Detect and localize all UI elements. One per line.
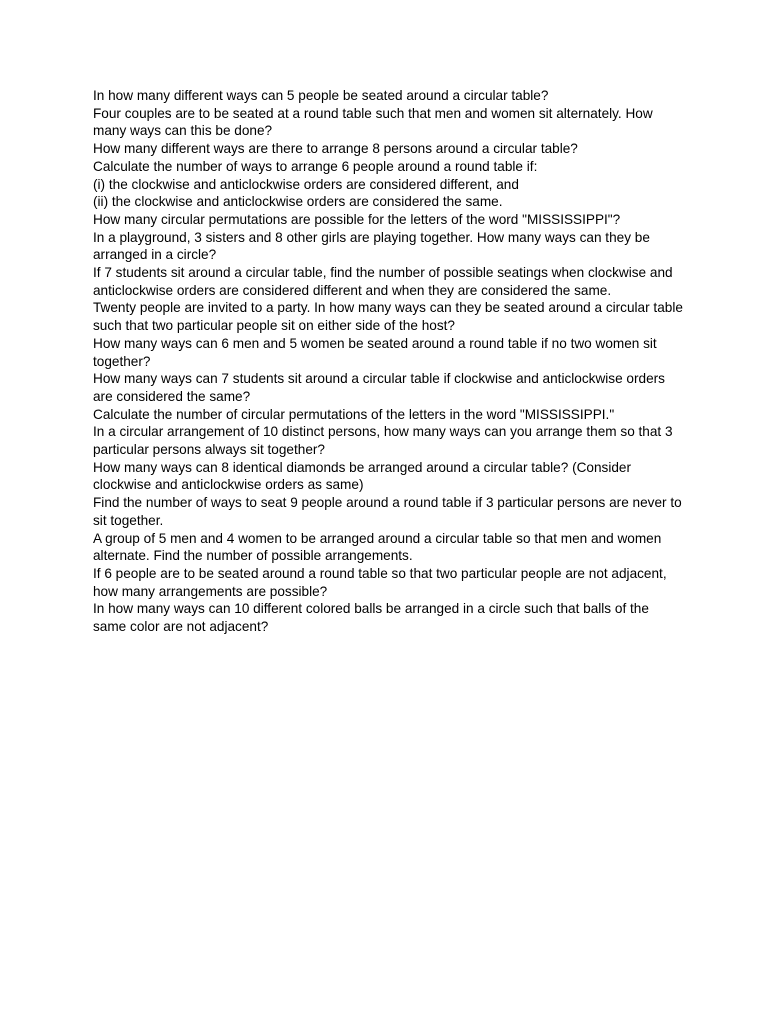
question-line: How many ways can 6 men and 5 women be seated around a round table if no two women sit together?	[93, 335, 657, 369]
question-line: Four couples are to be seated at a round table such that men and women sit alternately. How many ways can this be done?	[93, 105, 653, 139]
question-line: In how many ways can 10 different colored balls be arranged in a circle such that balls of the same color are not adjacent?	[93, 601, 649, 635]
question-line: (ii) the clockwise and anticlockwise orders are considered the same.	[93, 194, 503, 210]
question-line: How many different ways are there to arrange 8 persons around a circular table?	[93, 141, 578, 157]
question-line: How many circular permutations are possible for the letters of the word "MISSISSIPPI"?	[93, 211, 621, 227]
question-line: Calculate the number of circular permutations of the letters in the word "MISSISSIPPI."	[93, 406, 615, 422]
question-line: In how many different ways can 5 people be seated around a circular table?	[93, 88, 549, 103]
question-line: Find the number of ways to seat 9 people around a round table if 3 particular persons are never to sit together.	[93, 495, 682, 528]
question-line: If 7 students sit around a circular table, find the number of possible seatings when clockwise and anticlockwise orders are considered different and when they are considered the same.	[93, 265, 673, 298]
question-line: In a circular arrangement of 10 distinct persons, how many ways can you arrange them so that 3 particular persons always sit together?	[93, 424, 673, 458]
question-line: How many ways can 8 identical diamonds be arranged around a circular table? (Consider clockwise and anticlockwise orders as same)	[93, 459, 631, 493]
question-line: (i) the clockwise and anticlockwise orders are considered different, and	[93, 176, 519, 192]
question-line: A group of 5 men and 4 women to be arranged around a circular table so that men and women alternate. Find the number of possible arrangements.	[93, 530, 662, 564]
question-line: If 6 people are to be seated around a round table so that two particular people are not adjacent, how many arrangements are possible?	[93, 565, 667, 599]
question-line: Twenty people are invited to a party. In how many ways can they be seated around a circular table such that two particular people sit on either side of the host?	[93, 300, 683, 334]
question-list	[93, 87, 683, 636]
question-line: In a playground, 3 sisters and 8 other girls are playing together. How many ways can they be arranged in a circle?	[93, 229, 650, 263]
question-line: Calculate the number of ways to arrange 6 people around a round table if:	[93, 158, 538, 174]
question-line: How many ways can 7 students sit around a circular table if clockwise and anticlockwise orders are considered the same?	[93, 371, 665, 404]
